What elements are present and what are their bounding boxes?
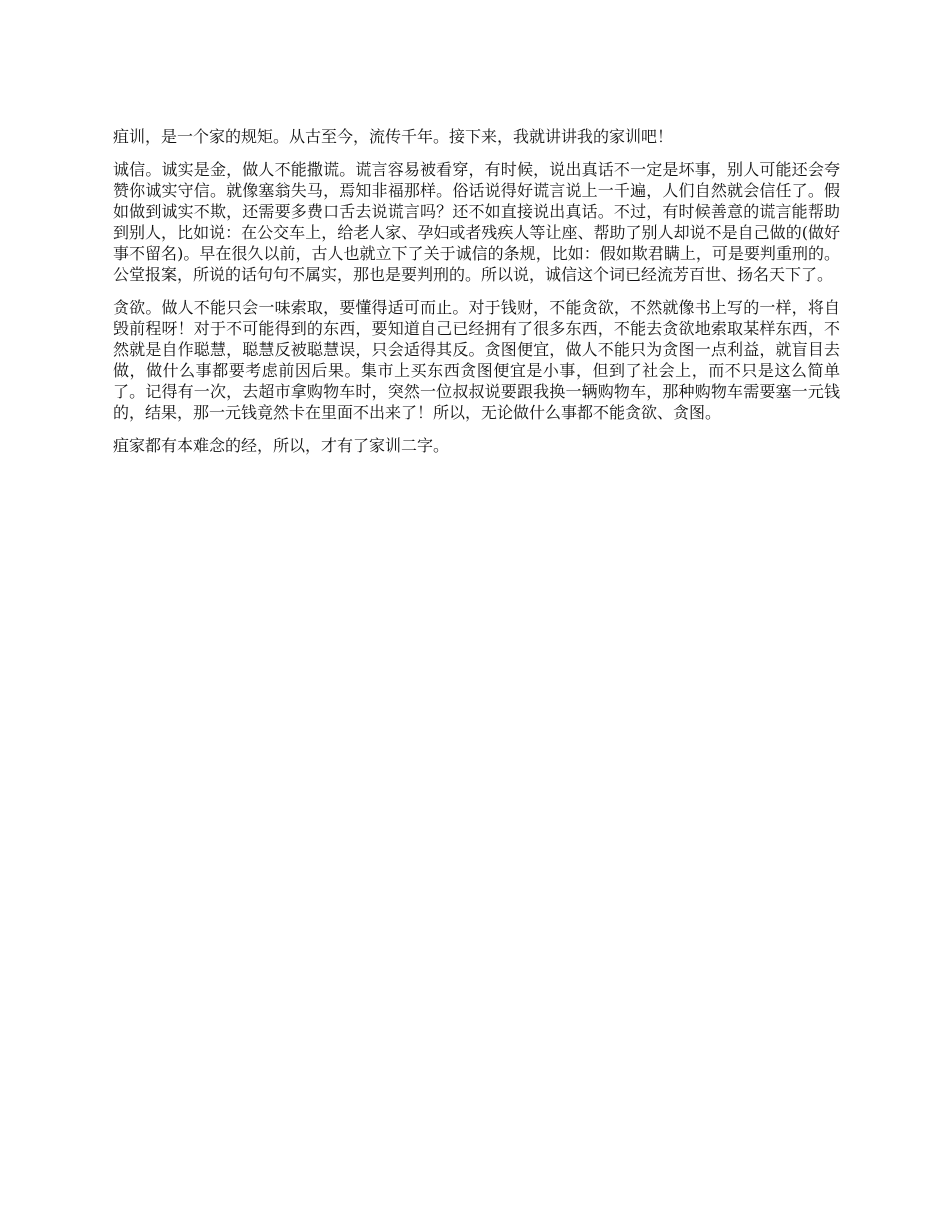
document-body (113, 126, 840, 468)
paragraph-greed: 贪欲。做人不能只会一味索取，要懂得适可而止。对于钱财，不能贪欲，不然就像书上写的一样，将自毁前程呀！对于不可能得到的东西，要知道自己已经拥有了很多东西，不能去贪欲地索取某样东西，不然就是自作聪慧，聪慧反被聪慧误，只会适得其反。贪图便宜，做人不能只为贪图一点利益，就盲目去做，做什么事都要考虑前因后果。集市上买东西贪图便宜是小事，但到了社会上，而不只是这么简单了。记得有一次，去超市拿购物车时，突然一位叔叔说要跟我换一辆购物车，那种购物车需要塞一元钱的，结果，那一元钱竟然卡在里面不出来了！所以，无论做什么事都不能贪欲、贪图。 (113, 298, 840, 422)
paragraph-honesty: 诚信。诚实是金，做人不能撒谎。谎言容易被看穿，有时候，说出真话不一定是坏事，别人可能还会夸赞你诚实守信。就像塞翁失马，焉知非福那样。俗话说得好谎言说上一千遍，人们自然就会信任了。假如做到诚实不欺，还需要多费口舌去说谎言吗？还不如直接说出真话。不过，有时候善意的谎言能帮助到别人，比如说：在公交车上，给老人家、孕妇或者残疾人等让座、帮助了别人却说不是自己做的(做好事不留名)。早在很久以前，古人也就立下了关于诚信的条规，比如：假如欺君瞒上，可是要判重刑的。公堂报案，所说的话句句不属实，那也是要判刑的。所以说，诚信这个词已经流芳百世、扬名天下了。 (113, 160, 840, 284)
paragraph-conclusion: 疽家都有本难念的经，所以，才有了家训二字。 (113, 436, 450, 455)
paragraph-intro: 疽训，是一个家的规矩。从古至今，流传千年。接下来，我就讲讲我的家训吧！ (113, 127, 674, 146)
